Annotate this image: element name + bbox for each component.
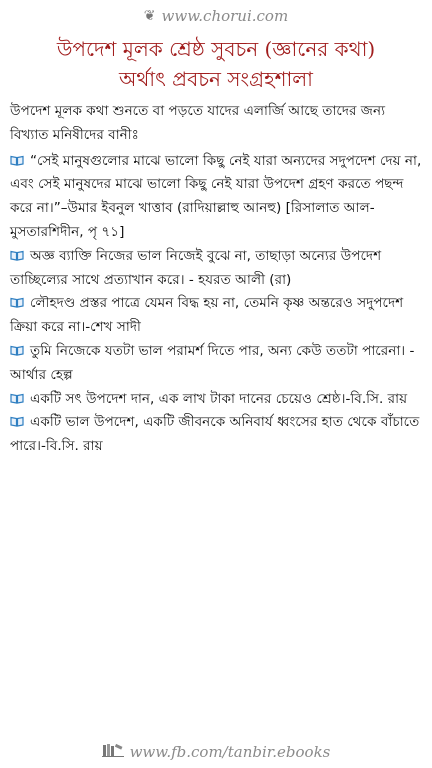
intro-text: উপদেশ মূলক কথা শুনতে বা পড়তে যাদের এলার্জি আছে তাদের জন্য বিখ্যাত মনিষীদের বানীঃ [10,103,386,143]
site-footer [0,736,432,768]
quote-text: অজ্ঞ ব্যাক্তি নিজের ভাল নিজেই বুঝে না, তাছাড়া অন্যের উপদেশ তাচ্ছিল্যের সাথে প্রত্যাখান করে। - হযরত আলী (রা) [10,247,382,288]
book-icon [10,155,24,166]
site-url[interactable]: www.chorui.com [161,7,289,25]
book-icon [10,345,24,356]
facebook-url[interactable]: www.fb.com/tanbir.ebooks [129,743,331,761]
books-icon [102,743,124,761]
quote-item [10,340,424,388]
quote-text: “সেই মানুষগুলোর মাঝে ভালো কিছু নেই যারা অন্যদের সদুপদেশ দেয় না, এবং সেই মানুষদের মাঝে ভালো কিছু নেই যারা উপদেশ গ্রহণ করতে পছন্দ করে না।”–উমার ইবনুল খাত্তাব (রাদিয়াল্লাহু আনহু) [রিসালাত আল-মুসতারশিদীন, পৃ ৭১] [10,152,422,240]
book-icon [10,297,24,308]
butterfly-icon: ❦ [143,8,156,24]
quote-item [10,292,424,340]
quote-item [10,245,424,293]
quote-text: তুমি নিজেকে যতটা ভাল পরামর্শ দিতে পার, অন্য কেউ ততটা পারেনা। - আর্থার হেল্প [10,342,415,383]
book-icon [10,393,24,404]
quote-text: একটি সৎ উপদেশ দান, এক লাখ টাকা দানের চেয়েও শ্রেষ্ঠ।-বি.সি. রায় [30,390,408,407]
quote-item [10,411,424,459]
quote-item [10,150,424,245]
quote-text: একটি ভাল উপদেশ, একটি জীবনকে অনিবার্য ধ্বংসের হাত থেকে বাঁচাতে পারে।-বি.সি. রায় [10,414,420,455]
quote-text: লৌহদণ্ড প্রস্তর পাত্রে যেমন বিদ্ধ হয় না, তেমনি কৃষ্ণ অন্তরেও সদুপদেশ ক্রিয়া করে না।-শেখ সাদী [10,295,404,336]
site-header [0,0,432,32]
title-line-1: উপদেশ মূলক শ্রেষ্ঠ সুবচন (জ্ঞানের কথা) [56,37,376,61]
page-title [0,34,432,94]
quote-list [10,100,424,459]
book-icon [10,416,24,427]
book-icon [10,250,24,261]
title-line-2: অর্থাৎ প্রবচন সংগ্রহশালা [119,67,313,91]
quote-item [10,388,424,412]
